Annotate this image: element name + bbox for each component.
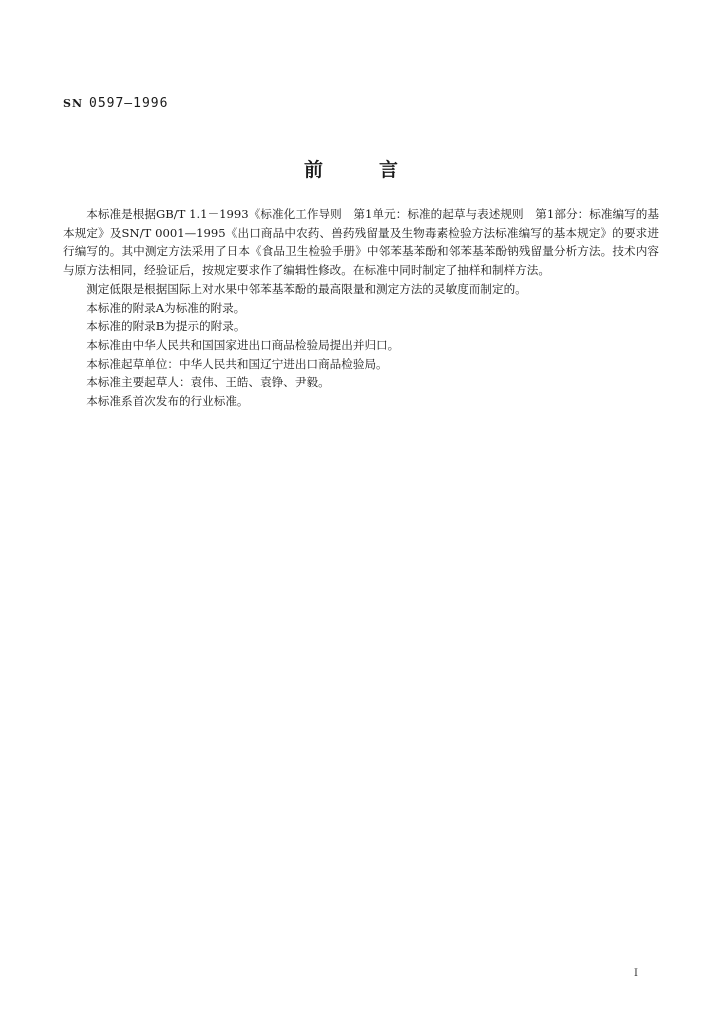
page-title: 前言 (303, 159, 454, 181)
paragraph: 本标准是根据GB/T 1.1－1993《标准化工作导则 第1单元：标准的起草与表述规则 第1部分：标准编写的基本规定》及SN/T 0001—1995《出口商品中农药、兽药残留量及生物毒素检验方法标准编写的基本规定》的要求进行编写的。其中测定方法采用了日本《食品卫生检验手册》中邻苯基苯酚和邻苯基苯酚钠残留量分析方法。技术内容与原方法相同，经验证后，按规定要求作了编辑性修改。在标准中同时制定了抽样和制样方法。 (63, 207, 659, 278)
paragraph: 本标准的附录A为标准的附录。 (86, 300, 246, 315)
standard-code: SN (63, 97, 83, 110)
page-number: I (634, 968, 638, 979)
paragraph: 本标准起草单位：中华人民共和国辽宁进出口商品检验局。 (86, 356, 388, 371)
paragraph: 本标准的附录B为提示的附录。 (86, 319, 246, 334)
paragraph: 本标准主要起草人：袁伟、王皓、袁铮、尹毅。 (86, 375, 330, 390)
paragraph: 本标准由中华人民共和国国家进出口商品检验局提出并归口。 (86, 337, 400, 352)
paragraph: 本标准系首次发布的行业标准。 (86, 394, 249, 409)
standard-year: 0597—1996 (89, 96, 169, 111)
paragraph: 测定低限是根据国际上对水果中邻苯基苯酚的最高限量和测定方法的灵敏度而制定的。 (86, 281, 527, 296)
foreword-body (63, 205, 659, 411)
standard-number (63, 96, 168, 111)
